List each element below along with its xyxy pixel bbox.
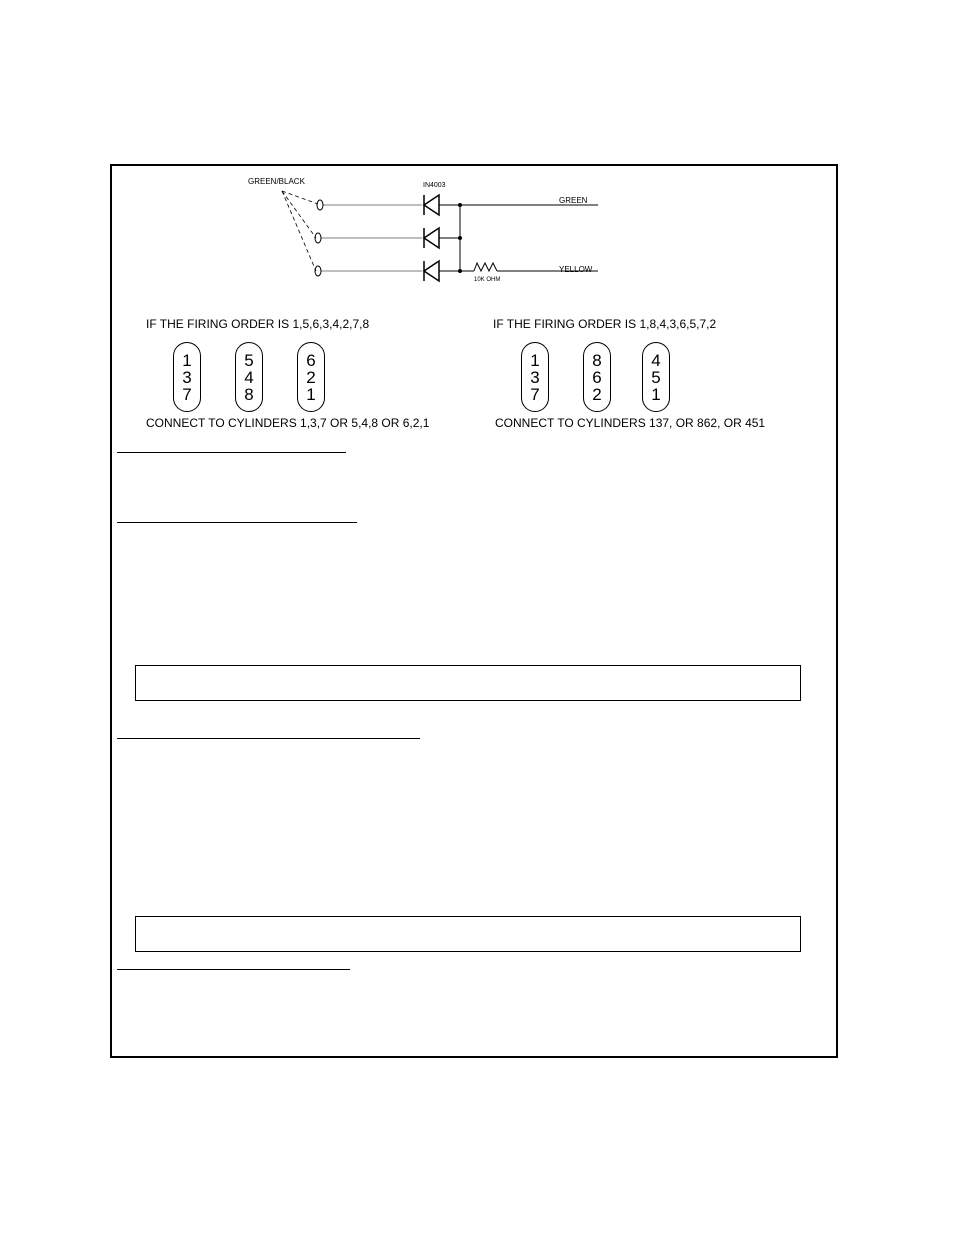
right-connect-caption: CONNECT TO CYLINDERS 137, OR 862, OR 451 <box>495 416 766 430</box>
oval-digit: 7 <box>182 384 192 404</box>
diode-1 <box>424 195 439 215</box>
oval-digit: 3 <box>530 367 540 387</box>
diode-3 <box>424 261 439 281</box>
junction-dot-3 <box>458 269 462 273</box>
oval-digit: 2 <box>306 367 316 387</box>
left-oval-3 <box>297 342 325 412</box>
diode-label: IN4003 <box>423 182 446 189</box>
yellow-output-label: YELLOW <box>559 265 593 274</box>
oval-digit: 1 <box>182 350 192 370</box>
left-oval-2 <box>235 342 263 412</box>
oval-digit: 1 <box>306 384 316 404</box>
note-box-2 <box>135 916 801 952</box>
oval-digit: 4 <box>651 350 661 370</box>
oval-digit: 1 <box>530 350 540 370</box>
left-firing-order-title: IF THE FIRING ORDER IS 1,5,6,3,4,2,7,8 <box>146 317 370 331</box>
oval-digit: 6 <box>592 367 602 387</box>
oval-digit: 8 <box>592 350 602 370</box>
green-output-label: GREEN <box>559 196 588 205</box>
right-oval-1 <box>521 342 549 412</box>
junction-dot-1 <box>458 203 462 207</box>
right-oval-3 <box>642 342 670 412</box>
note-box-1 <box>135 665 801 701</box>
left-oval-1 <box>173 342 201 412</box>
oval-digit: 5 <box>651 367 661 387</box>
resistor <box>474 263 497 271</box>
oval-digit: 4 <box>244 367 254 387</box>
oval-digit: 6 <box>306 350 316 370</box>
oval-digit: 3 <box>182 367 192 387</box>
right-firing-order-title: IF THE FIRING ORDER IS 1,8,4,3,6,5,7,2 <box>493 317 717 331</box>
oval-digit: 1 <box>651 384 661 404</box>
oval-digit: 7 <box>530 384 540 404</box>
oval-digit: 5 <box>244 350 254 370</box>
section-rule-1 <box>117 452 346 453</box>
resistor-label: 10K OHM <box>474 277 501 283</box>
input-wire-label: GREEN/BLACK <box>248 177 305 186</box>
section-rule-2 <box>117 522 357 523</box>
left-connect-caption: CONNECT TO CYLINDERS 1,3,7 OR 5,4,8 OR 6,2,1 <box>146 416 430 430</box>
terminal-1 <box>317 200 323 210</box>
section-rule-3 <box>117 738 420 739</box>
junction-dot-2 <box>458 236 462 240</box>
input-fan-line-1 <box>282 191 318 204</box>
wiring-schematic <box>0 0 954 300</box>
diode-2 <box>424 228 439 248</box>
section-rule-4 <box>117 969 350 970</box>
oval-digit: 2 <box>592 384 602 404</box>
oval-digit: 8 <box>244 384 254 404</box>
right-oval-2 <box>583 342 611 412</box>
